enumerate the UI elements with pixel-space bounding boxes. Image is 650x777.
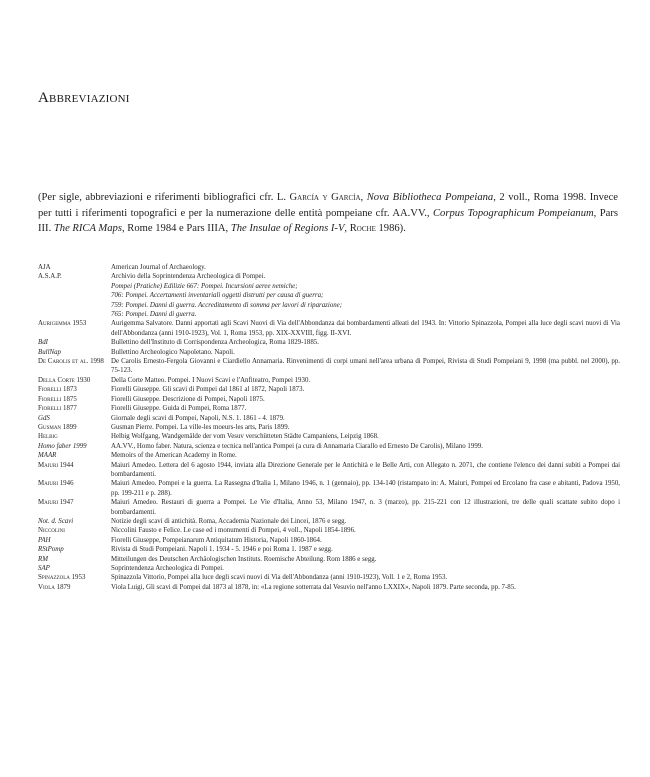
abbreviation-key: Fiorelli 1875 — [38, 395, 77, 403]
abbreviation-entry — [38, 498, 620, 517]
abbreviation-value: Viola Luigi, Gli scavi di Pompei dal 1873 al 1878, in: «La regione sotterrata dal Vesuvio nell'anno LXXIX», Napoli 1879. Parte seconda, pp. 7-85. — [111, 583, 516, 591]
intro-text-6: , — [344, 223, 350, 235]
abbreviation-value: Maiuri Amedeo. Restauri di guerra a Pompei. Le Vie d'Italia, Anno 53, Milano 1947, n. 3 (marzo), pp. 215-221 con 12 illustrazioni, tre delle quali scattate subito dopo i bombardamenti. — [111, 499, 620, 516]
abbreviation-entry — [38, 263, 620, 272]
abbreviation-value: 765: Pompei. Danni di guerra. — [111, 311, 197, 319]
intro-text-1: (Per sigle, abbreviazioni e riferimenti bibliografici cfr. L. — [38, 192, 290, 203]
work-title-rica-maps: The RICA Maps — [53, 223, 122, 235]
abbreviation-value: 759: Pompei. Danni di guerra. Accreditamento di somma per lavori di riparazione; — [111, 301, 343, 309]
abbreviation-entry — [38, 451, 620, 460]
abbreviation-entry — [38, 357, 620, 376]
abbreviation-value: Bullettino dell'Instituto di Corrispondenza Archeologica, Roma 1829-1885. — [111, 339, 319, 347]
abbreviation-entry — [38, 338, 620, 347]
author-name: García y García — [289, 192, 361, 203]
abbreviation-key: Fiorelli 1877 — [38, 405, 77, 413]
abbreviation-key: BdI — [38, 339, 48, 347]
publication-place: Roche — [349, 223, 376, 235]
abbreviation-value: American Journal of Archaeology. — [111, 264, 206, 271]
abbreviation-value: Aurigemma Salvatore. Danni apportati agli Scavi Nuovi di Via dell'Abbondanza dai bombardamenti alleati del 1943. In: Vittorio Spinazzola, Pompei alla luce degli scavi nuovi di Via dell'Abbondanza (anni 1910-1923), Vol. 1, Roma 1953, pp. XIX-XXVIII, figg. II-XVI. — [111, 320, 620, 337]
abbreviation-value: 706: Pompei. Accertamenti inventariali oggetti distrutti per causa di guerra; — [111, 292, 324, 300]
abbreviation-key: PAH — [38, 536, 51, 544]
abbreviation-key — [38, 291, 111, 300]
abbreviation-entry — [38, 432, 620, 441]
abbreviation-value: Fiorelli Giuseppe. Descrizione di Pompei, Napoli 1875. — [111, 395, 265, 403]
abbreviation-entry — [38, 517, 620, 526]
abbreviation-key: Gusman 1899 — [38, 423, 77, 431]
abbreviation-entry — [38, 526, 620, 535]
abbreviation-key — [38, 301, 111, 310]
abbreviation-value: Helbig Wolfgang, Wandgemälde der vom Vesuv verschütteten Städte Campaniens, Leipzig 1868. — [111, 433, 379, 441]
abbreviation-entry — [38, 404, 620, 413]
abbreviation-entry — [38, 319, 620, 338]
abbreviation-key: Maiuri 1946 — [38, 480, 74, 488]
abbreviation-key: AJA — [38, 264, 51, 271]
abbreviation-key: Helbig — [38, 433, 58, 441]
abbreviation-value: Archivio della Soprintendenza Archeologica di Pompei. — [111, 273, 266, 281]
abbreviation-key: Fiorelli 1873 — [38, 386, 77, 394]
abbreviation-value: Spinazzola Vittorio, Pompei alla luce degli scavi nuovi di Via dell'Abbondanza (anni 1910-1923), Voll. 1 e 2, Roma 1953. — [111, 574, 448, 582]
abbreviation-key: A.S.A.P. — [38, 273, 62, 281]
abbreviation-value: Notizie degli scavi di antichità. Roma, Accademia Nazionale dei Lincei, 1876 e segg. — [111, 517, 347, 525]
abbreviation-value: Maiuri Amedeo. Pompei e la guerra. La Rassegna d'Italia 1, Milano 1946, n. 1 (gennaio), pp. 134-140 (ristampato in: A. Maiuri, Pompei ed Ercolano fra case e abitanti, Padova 1950, pp. 199-211 e p. 288). — [111, 480, 620, 497]
abbreviation-key: GdS — [38, 414, 50, 422]
abbreviation-entry — [38, 385, 620, 394]
abbreviation-entry — [38, 291, 620, 300]
abbreviation-key: MAAR — [38, 452, 57, 460]
work-title-nova-bibliotheca: Nova Bibliotheca Pompeiana — [366, 192, 494, 203]
intro-text-4: , Pars III. — [38, 207, 618, 235]
abbreviation-entry — [38, 272, 620, 281]
abbreviation-key: Maiuri 1947 — [38, 499, 74, 507]
abbreviation-entry — [38, 395, 620, 404]
abbreviation-value: AA.VV., Homo faber. Natura, scienza e tecnica nell'antica Pompei (a cura di Annamaria Ciarallo ed Ernesto De Carolis), Milano 1999. — [111, 442, 483, 450]
abbreviation-entry — [38, 310, 620, 319]
abbreviation-value: Fiorelli Giuseppe, Pompeianarum Antiquitatum Historia, Napoli 1860-1864. — [111, 536, 322, 544]
abbreviation-key — [38, 282, 111, 291]
abbreviation-entry — [38, 536, 620, 545]
abbreviation-list — [38, 263, 620, 592]
abbreviation-entry — [38, 555, 620, 564]
work-title-insulae: The Insulae of Regions I-V — [230, 223, 345, 235]
abbreviation-entry — [38, 414, 620, 423]
abbreviation-entry — [38, 573, 620, 582]
intro-paragraph — [38, 190, 618, 237]
abbreviation-key: Not. d. Scavi — [38, 517, 74, 525]
abbreviation-value: Della Corte Matteo. Pompei. I Nuovi Scavi e l'Anfiteatro, Pompei 1930. — [111, 376, 311, 384]
abbreviation-key: Viola 1879 — [38, 583, 71, 591]
abbreviation-value: Giornale degli scavi di Pompei, Napoli, N.S. 1. 1861 - 4. 1879. — [111, 414, 285, 422]
abbreviation-entry — [38, 545, 620, 554]
abbreviation-value: Pompei (Pratiche) Edilizie 667: Pompei. Incursioni aeree nemiche; — [111, 282, 298, 290]
intro-text-2: , — [360, 192, 367, 203]
abbreviation-entry — [38, 479, 620, 498]
abbreviation-value: Fiorelli Giuseppe. Guida di Pompei, Roma 1877. — [111, 405, 247, 413]
abbreviation-value: Bullettino Archeologico Napoletano. Napoli. — [111, 348, 235, 356]
abbreviation-value: Fiorelli Giuseppe. Gli scavi di Pompei dal 1861 al 1872, Napoli 1873. — [111, 386, 305, 394]
abbreviation-entry — [38, 461, 620, 480]
abbreviation-entry — [38, 376, 620, 385]
abbreviation-value: Soprintendenza Archeologica di Pompei. — [111, 565, 224, 572]
abbreviation-entry — [38, 583, 620, 592]
abbreviation-entry — [38, 423, 620, 432]
abbreviation-entry — [38, 348, 620, 357]
abbreviation-value: Maiuri Amedeo. Lettera del 6 agosto 1944, inviata alla Direzione Generale per le Antichità e le Belle Arti, con Allegato n. 2071, che contiene l'elenco dei danni subiti a Pompei dai bombardamenti. — [111, 461, 620, 478]
abbreviation-key: De Carolis et al. 1998 — [38, 358, 104, 366]
abbreviation-key: BullNap — [38, 348, 61, 356]
abbreviation-key: SAP — [38, 565, 50, 572]
abbreviation-value: Niccolini Fausto e Felice. Le case ed i monumenti di Pompei, 4 voll., Napoli 1854-1896. — [111, 527, 356, 535]
abbreviation-value: Memoirs of the American Academy in Rome. — [111, 452, 237, 460]
abbreviation-key: Maiuri 1944 — [38, 461, 74, 469]
intro-text-5: , Rome 1984 e Pars IIIA, — [121, 223, 231, 235]
abbreviation-key: Niccolini — [38, 527, 65, 535]
abbreviation-entry — [38, 442, 620, 451]
abbreviation-key: Spinazzola 1953 — [38, 574, 86, 582]
work-title-corpus: Corpus Topographicum Pompeianum — [432, 207, 594, 219]
abbreviation-value: Mitteilungen des Deutschen Archäologischen Instituts. Roemische Abteilung. Rom 1886 e segg. — [111, 555, 377, 563]
intro-text-3: , 2 voll., Roma 1998. Invece per tutti i riferimenti topografici e per la numerazione delle entità pompeiane cfr. AA.VV., — [38, 192, 618, 219]
abbreviation-value: Gusman Pierre. Pompei. La ville-les moeurs-les arts, Paris 1899. — [111, 423, 290, 431]
abbreviation-value: De Carolis Ernesto-Fergola Giovanni e Ciardiello Annamaria. Rinvenimenti di corpi umani nell'area urbana di Pompei, Rivista di Studi Pompeiani 9, 1998 (ma pubbl. nel 2000), pp. 75-123. — [111, 358, 620, 375]
abbreviation-value: Rivista di Studi Pompeiani. Napoli 1. 1934 - 5. 1946 e poi Roma 1. 1987 e segg. — [111, 546, 333, 554]
abbreviation-key: RM — [38, 555, 48, 563]
page-title: Abbreviazioni — [38, 90, 130, 106]
intro-text-7: 1986). — [375, 223, 406, 235]
abbreviation-entry — [38, 564, 620, 573]
abbreviation-key: Della Corte 1930 — [38, 376, 91, 384]
abbreviation-key — [38, 310, 111, 319]
abbreviation-key: RStPomp — [38, 546, 64, 554]
abbreviation-entry — [38, 282, 620, 291]
abbreviation-entry — [38, 301, 620, 310]
abbreviation-key: Aurigemma 1953 — [38, 320, 87, 328]
abbreviation-key: Homo faber 1999 — [38, 442, 87, 450]
